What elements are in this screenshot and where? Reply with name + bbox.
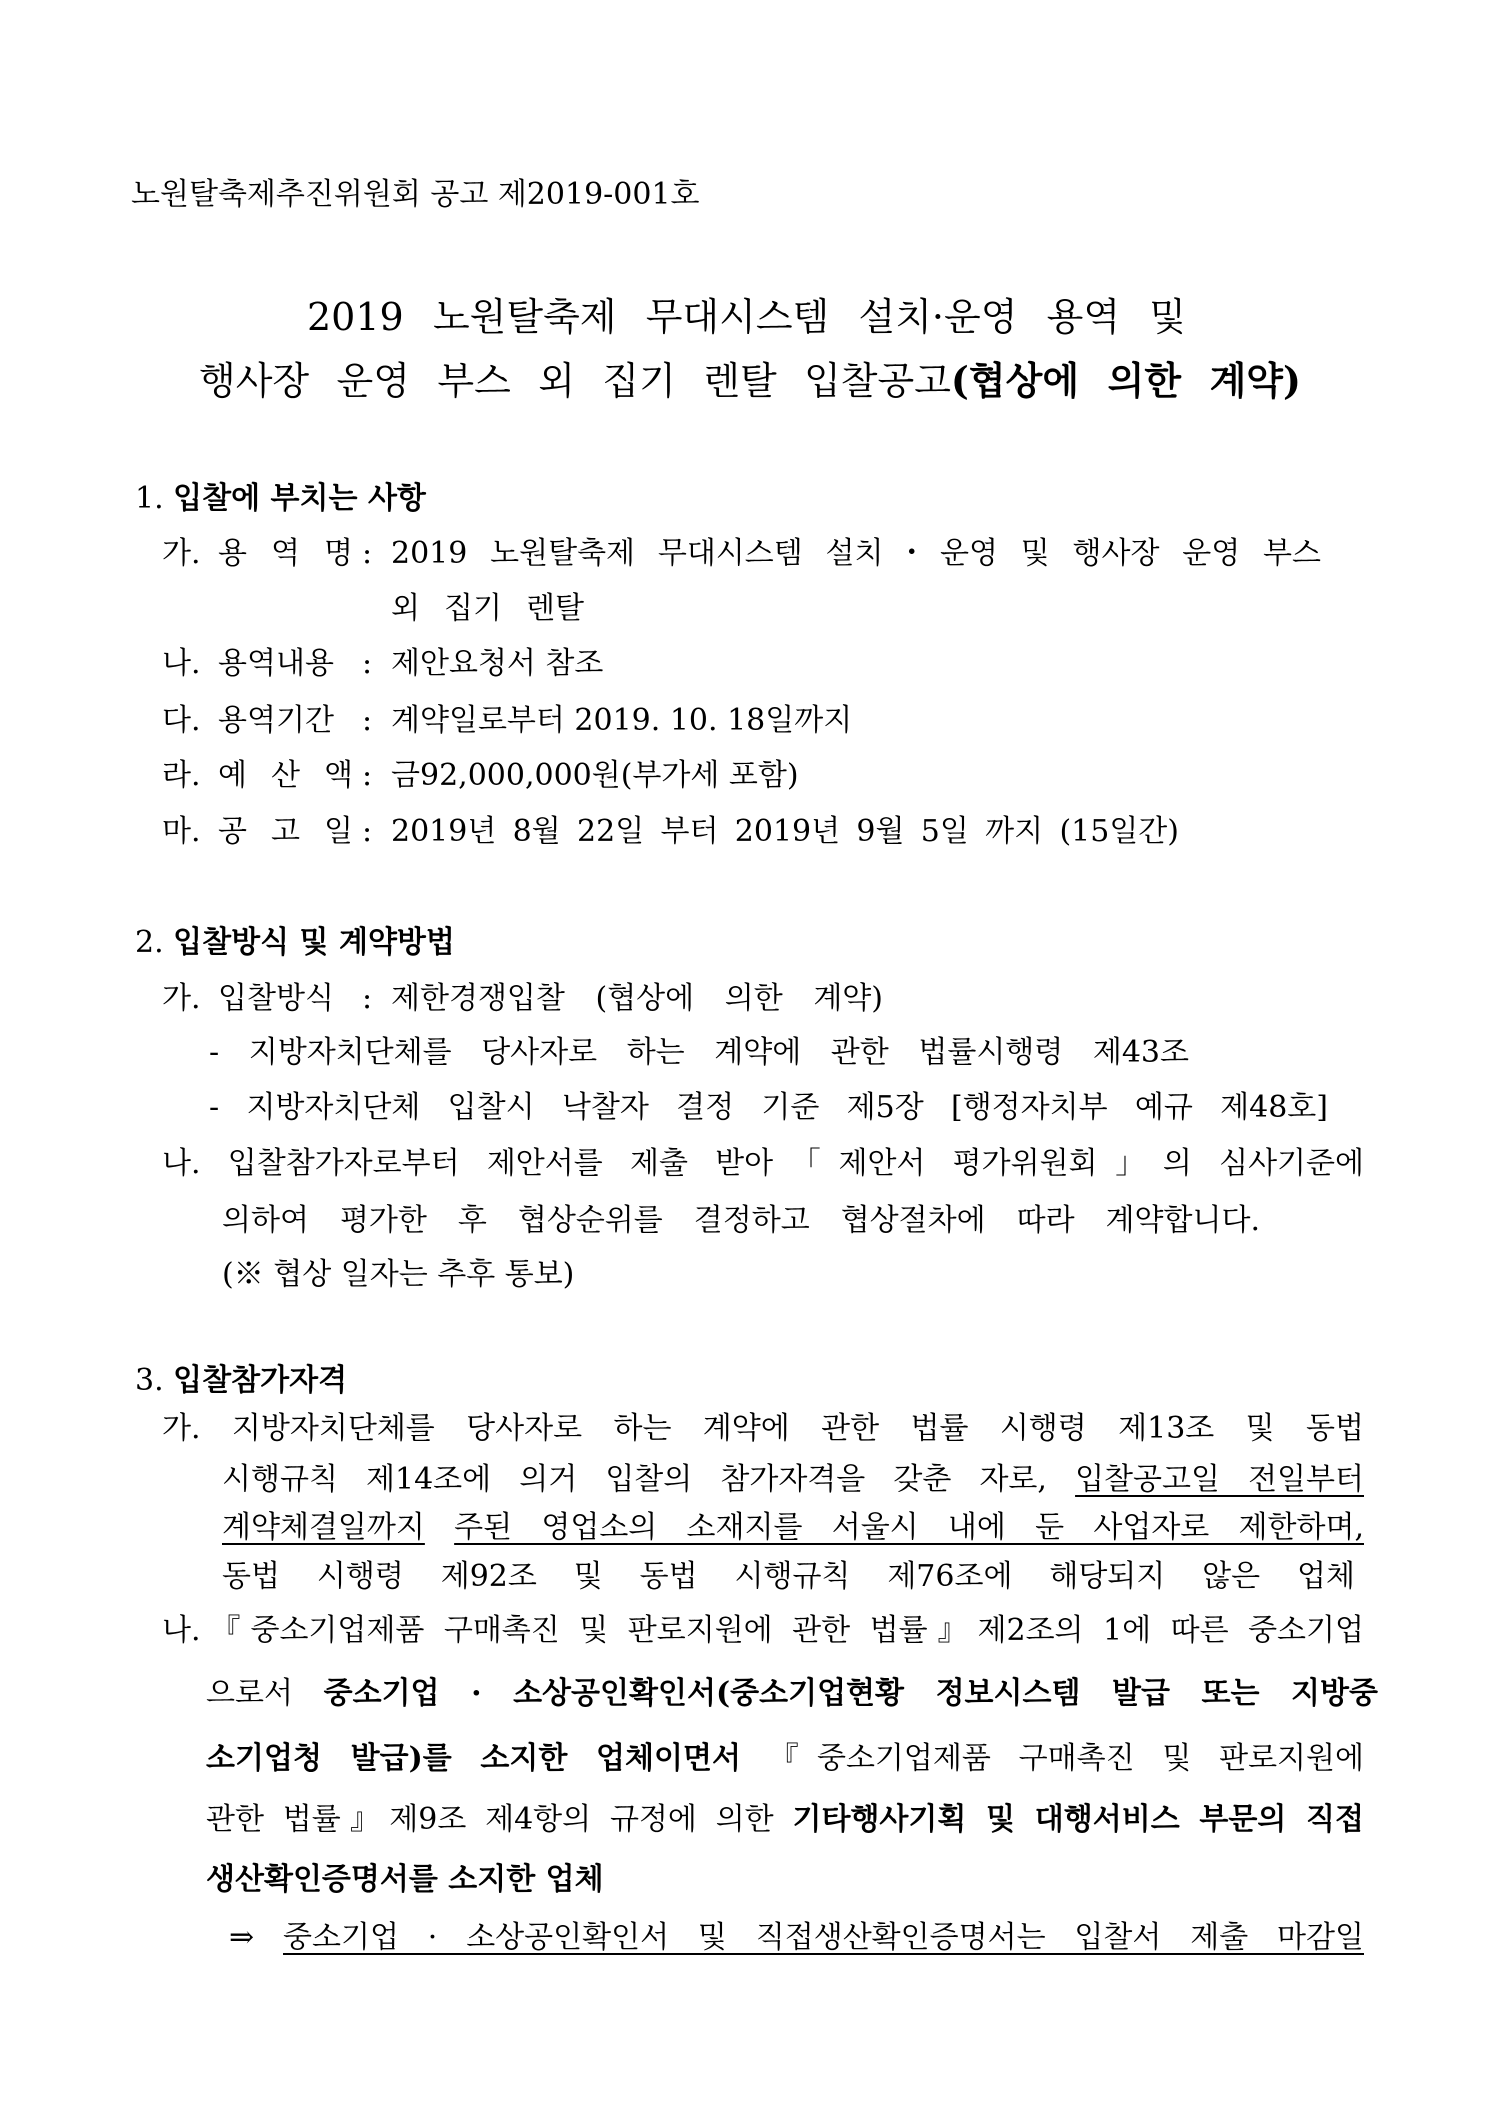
item-marker: 가. — [162, 981, 201, 1016]
qualification-text: 지방자치단체를 당사자로 하는 계약에 관한 법률 시행령 제13조 및 동법 — [231, 1411, 1364, 1446]
section-3-heading-text: 입찰참가자격 — [173, 1363, 348, 1398]
section-1-heading — [135, 479, 426, 519]
item-marker: 마. — [162, 814, 201, 849]
section-2-item-bid-method — [0, 979, 1488, 1019]
item-label: 예 산 액 — [218, 758, 353, 793]
qualification-text: 『중소기업제품 구매촉진 및 판로지원에 — [768, 1741, 1364, 1776]
qualification-bold-text: 기타행사기획 및 대행서비스 부문의 직접 — [792, 1802, 1365, 1837]
qualification-underlined-text: 계약체결일까지 — [222, 1510, 425, 1545]
section-1-item-service-content — [0, 644, 1488, 684]
section-1-item-service-period — [0, 701, 1488, 741]
qualification-note — [229, 1918, 1364, 1958]
label-separator: : — [362, 814, 373, 849]
title-contract-type: (협상에 의한 계약) — [950, 358, 1301, 403]
label-separator: : — [362, 703, 373, 738]
item-label: 용역내용 — [218, 646, 334, 681]
section-2-heading-text: 입찰방식 및 계약방법 — [173, 925, 455, 960]
qualification-bold-text: 소기업청 발급)를 소지한 업체이면서 — [206, 1741, 741, 1776]
qualification-ga-line-3 — [222, 1508, 1364, 1548]
item-marker: 다. — [162, 703, 201, 738]
title-line-2-text: 행사장 운영 부스 외 집기 렌탈 입찰공고 — [199, 359, 951, 403]
section-1-number: 1. — [135, 481, 164, 516]
item-marker: 나. — [162, 646, 201, 681]
service-name-continued: 외 집기 렌탈 — [391, 591, 584, 626]
section-1-heading-text: 입찰에 부치는 사항 — [173, 481, 426, 516]
section-2-heading — [135, 923, 455, 963]
qualification-na-line-2 — [206, 1674, 1378, 1714]
label-separator: : — [362, 981, 373, 1016]
section-2-number: 2. — [135, 925, 164, 960]
label-separator: : — [362, 536, 373, 571]
item-label: 입찰방식 — [218, 981, 334, 1016]
qualification-bold-text: 중소기업 · 소상공인확인서(중소기업현황 정보시스템 발급 또는 지방중 — [323, 1676, 1378, 1711]
item-value: 2019 노원탈축제 무대시스템 설치・운영 및 행사장 운영 부스 — [391, 536, 1321, 571]
qualification-na-line-1 — [162, 1611, 1364, 1651]
item-marker: 나. — [162, 1146, 201, 1181]
qualification-text: 으로서 — [206, 1676, 293, 1711]
item-value: 2019년 8월 22일 부터 2019년 9월 5일 까지 (15일간) — [391, 814, 1179, 849]
item-marker: 가. — [162, 1411, 201, 1446]
section-3-heading — [135, 1361, 347, 1401]
item-marker: 라. — [162, 758, 201, 793]
arrow-icon: ⇒ — [229, 1920, 255, 1955]
qualification-ga-line-2 — [222, 1460, 1364, 1500]
qualification-text: 『중소기업제품 구매촉진 및 판로지원에 관한 법률』제2조의 1에 따른 중소기업 — [200, 1613, 1364, 1648]
item-value: 계약일로부터 2019. 10. 18일까지 — [391, 703, 853, 738]
bid-method-reference-1: - 지방자치단체를 당사자로 하는 계약에 관한 법률시행령 제43조 — [209, 1035, 1189, 1070]
contract-method-note: (※ 협상 일자는 추후 통보) — [222, 1257, 575, 1292]
qualification-na-line-3 — [206, 1739, 1364, 1779]
section-1-item-budget — [0, 756, 1488, 796]
contract-method-line-2: 의하여 평가한 후 협상순위를 결정하고 협상절차에 따라 계약합니다. — [222, 1203, 1260, 1238]
label-separator: : — [362, 758, 373, 793]
contract-method-line-1 — [162, 1144, 1364, 1184]
label-separator: : — [362, 646, 373, 681]
notice-number: 노원탈축제추진위원회 공고 제2019-001호 — [131, 177, 700, 212]
title-line-2 — [199, 357, 1301, 405]
qualification-underlined-text: 주된 영업소의 소재지를 서울시 내에 둔 사업자로 제한하며, — [454, 1510, 1364, 1545]
qualification-text: 관한 법률』제9조 제4항의 규정에 의한 — [206, 1802, 774, 1837]
item-label: 용 역 명 — [218, 536, 353, 571]
item-label: 공 고 일 — [218, 814, 353, 849]
item-value: 제한경쟁입찰 (협상에 의한 계약) — [391, 981, 883, 1016]
item-value: 제안요청서 참조 — [391, 646, 604, 681]
qualification-na-line-5: 생산확인증명서를 소지한 업체 — [206, 1862, 604, 1897]
qualification-underlined-text: 입찰공고일 전일부터 — [1075, 1462, 1364, 1497]
qualification-text: 시행규칙 제14조에 의거 입찰의 참가자격을 갖춘 자로, — [222, 1462, 1047, 1497]
contract-method-text: 입찰참가자로부터 제안서를 제출 받아「제안서 평가위원회」의 심사기준에 — [227, 1146, 1364, 1181]
qualification-na-line-4 — [206, 1800, 1364, 1840]
section-3-number: 3. — [135, 1363, 164, 1398]
title-line-1: 2019 노원탈축제 무대시스템 설치·운영 용역 및 — [307, 295, 1186, 339]
item-marker: 나. — [162, 1613, 201, 1648]
bid-method-reference-2: - 지방자치단체 입찰시 낙찰자 결정 기준 제5장 [행정자치부 예규 제48호] — [209, 1090, 1328, 1125]
item-label: 용역기간 — [218, 703, 334, 738]
qualification-ga-line-1 — [162, 1409, 1364, 1449]
qualification-note-text: 중소기업 · 소상공인확인서 및 직접생산확인증명서는 입찰서 제출 마감일 — [283, 1920, 1364, 1955]
item-marker: 가. — [162, 536, 201, 571]
section-1-item-notice-period — [0, 812, 1488, 852]
item-value: 금92,000,000원(부가세 포함) — [391, 758, 799, 793]
section-1-item-service-name — [0, 534, 1488, 574]
qualification-ga-line-4: 동법 시행령 제92조 및 동법 시행규칙 제76조에 해당되지 않은 업체 — [222, 1559, 1355, 1594]
